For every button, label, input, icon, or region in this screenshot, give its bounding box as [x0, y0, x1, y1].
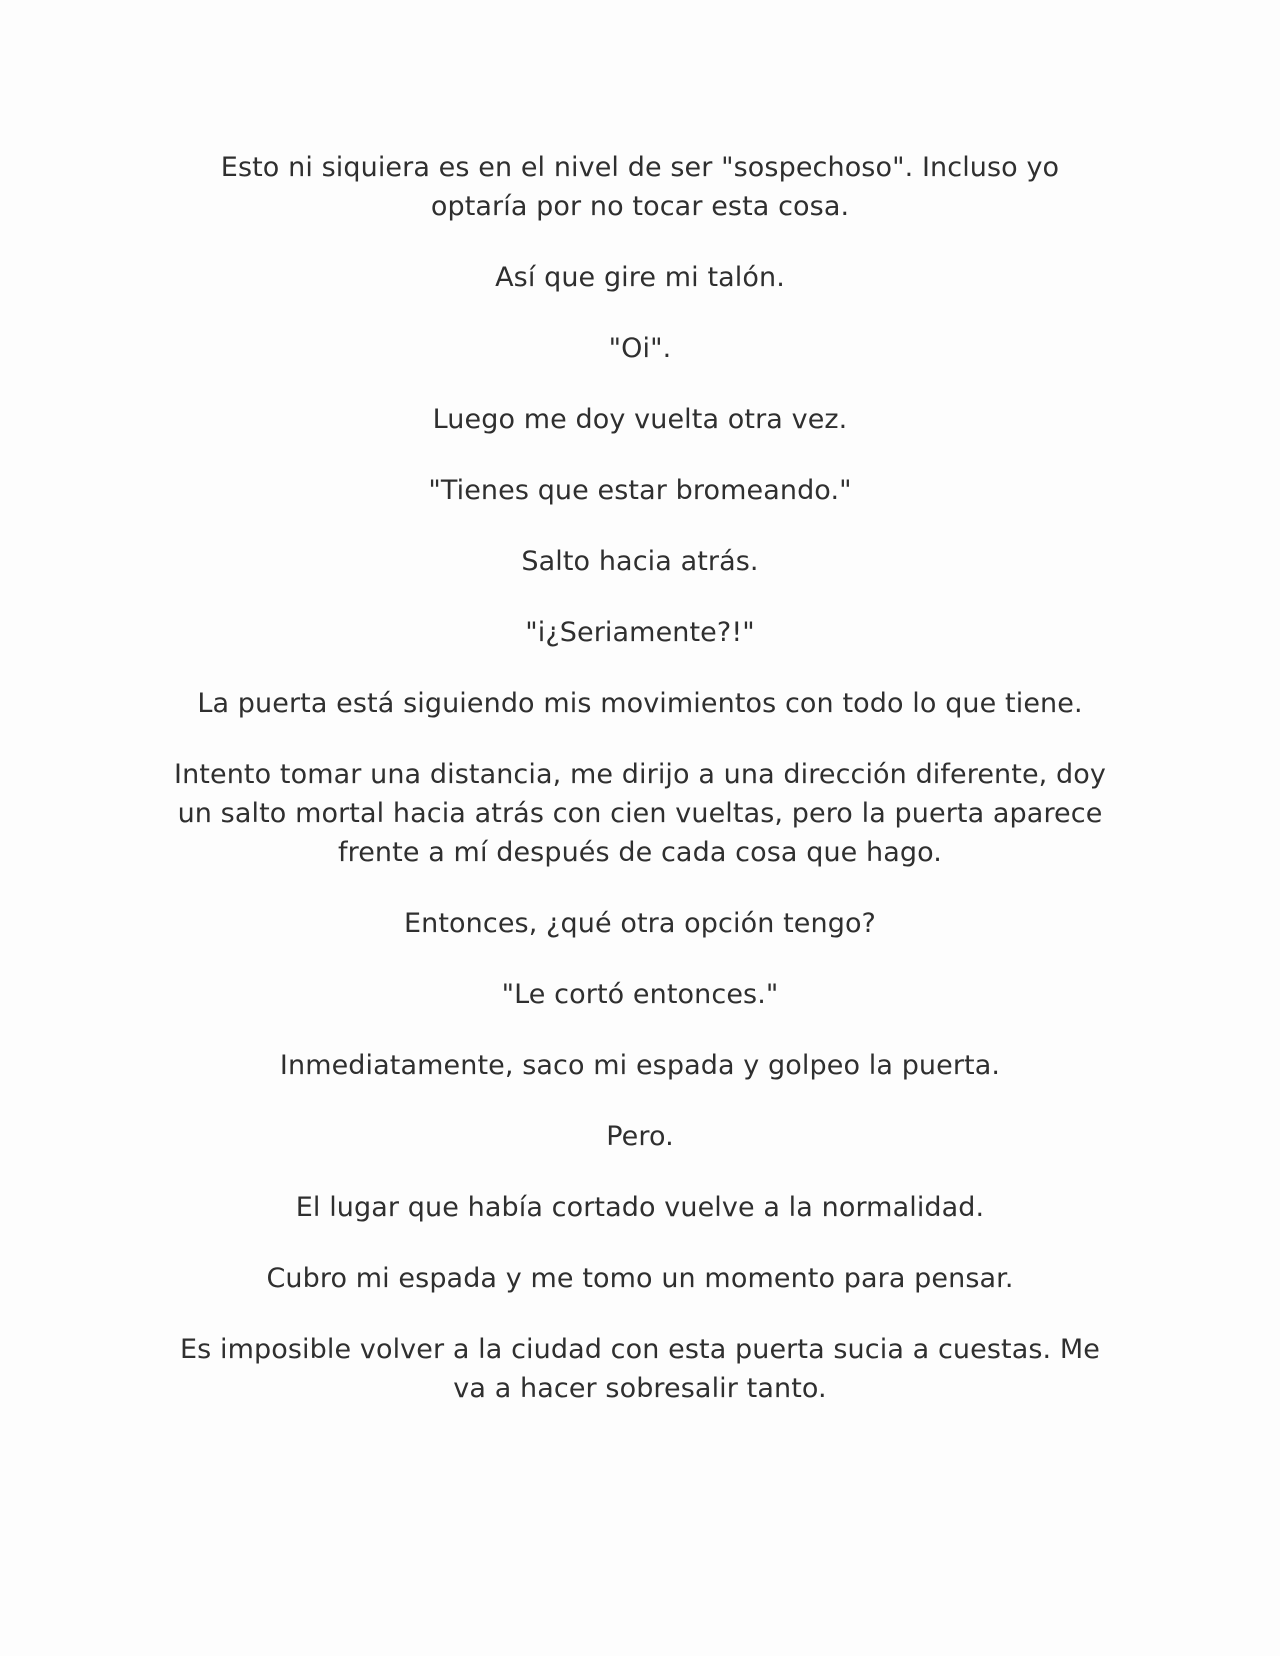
paragraph: Inmediatamente, saco mi espada y golpeo la puerta. — [279, 1050, 1001, 1081]
paragraph: Cubro mi espada y me tomo un momento para pensar. — [266, 1263, 1014, 1294]
paragraph: Luego me doy vuelta otra vez. — [432, 404, 848, 435]
paragraph: Esto ni siquiera es en el nivel de ser "sospechoso". Incluso yo optaría por no tocar esta cosa. — [220, 152, 1060, 222]
paragraph: Intento tomar una distancia, me dirijo a una dirección diferente, doy un salto mortal hacia atrás con cien vueltas, pero la puerta aparece frente a mí después de cada cosa que hago. — [174, 759, 1106, 868]
paragraph: "Tienes que estar bromeando." — [428, 475, 852, 506]
paragraph: "i¿Seriamente?!" — [525, 617, 755, 648]
paragraph: El lugar que había cortado vuelve a la normalidad. — [295, 1192, 985, 1223]
paragraph: Pero. — [606, 1121, 674, 1152]
paragraph: Así que gire mi talón. — [495, 262, 785, 293]
paragraph: Salto hacia atrás. — [521, 546, 759, 577]
paragraph: Es imposible volver a la ciudad con esta puerta sucia a cuestas. Me va a hacer sobresalir tanto. — [180, 1334, 1100, 1404]
document-body — [170, 148, 1110, 1440]
paragraph: "Le cortó entonces." — [501, 979, 779, 1010]
paragraph: La puerta está siguiendo mis movimientos con todo lo que tiene. — [197, 688, 1083, 719]
paragraph: "Oi". — [608, 333, 672, 364]
paragraph: Entonces, ¿qué otra opción tengo? — [403, 908, 876, 939]
